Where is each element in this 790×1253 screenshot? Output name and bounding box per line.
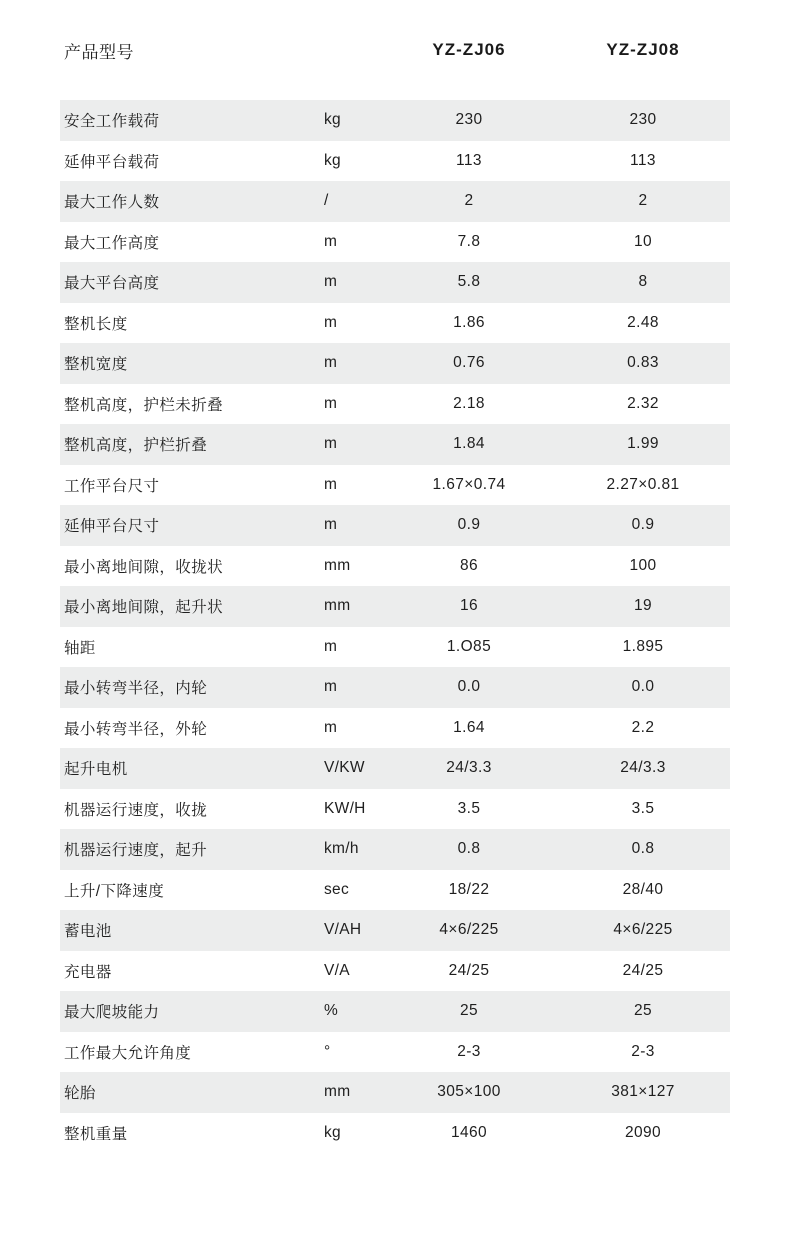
spec-name: 机器运行速度，起升: [60, 829, 310, 870]
spec-value-model-2: 24/25: [556, 951, 730, 992]
spec-value-model-1: 305×100: [382, 1072, 556, 1113]
spec-unit: m: [310, 627, 382, 668]
spec-unit: m: [310, 343, 382, 384]
table-row: [60, 870, 730, 911]
header-model-1: YZ-ZJ06: [382, 0, 556, 100]
spec-value-model-2: 2.27×0.81: [556, 465, 730, 506]
spec-unit: kg: [310, 141, 382, 182]
spec-unit: m: [310, 222, 382, 263]
spec-value-model-2: 2: [556, 181, 730, 222]
spec-unit: kg: [310, 100, 382, 141]
spec-unit: V/AH: [310, 910, 382, 951]
spec-value-model-2: 1.895: [556, 627, 730, 668]
table-row: [60, 1072, 730, 1113]
spec-value-model-2: 25: [556, 991, 730, 1032]
specification-table: [60, 0, 730, 1153]
spec-value-model-1: 1.O85: [382, 627, 556, 668]
spec-unit: mm: [310, 546, 382, 587]
spec-value-model-1: 25: [382, 991, 556, 1032]
spec-value-model-2: 0.0: [556, 667, 730, 708]
table-row: [60, 222, 730, 263]
spec-name: 充电器: [60, 951, 310, 992]
spec-value-model-1: 86: [382, 546, 556, 587]
spec-value-model-1: 18/22: [382, 870, 556, 911]
spec-value-model-1: 5.8: [382, 262, 556, 303]
spec-name: 最大工作人数: [60, 181, 310, 222]
spec-name: 最小离地间隙，起升状: [60, 586, 310, 627]
spec-value-model-1: 1.64: [382, 708, 556, 749]
table-row: [60, 627, 730, 668]
spec-unit: mm: [310, 586, 382, 627]
spec-unit: m: [310, 303, 382, 344]
spec-name: 工作最大允许角度: [60, 1032, 310, 1073]
table-row: [60, 708, 730, 749]
spec-name: 机器运行速度，收拢: [60, 789, 310, 830]
spec-value-model-1: 0.0: [382, 667, 556, 708]
table-row: [60, 748, 730, 789]
spec-unit: m: [310, 667, 382, 708]
spec-unit: /: [310, 181, 382, 222]
spec-name: 最大工作高度: [60, 222, 310, 263]
header-unit: [310, 0, 382, 100]
spec-value-model-1: 3.5: [382, 789, 556, 830]
table-header: [60, 0, 730, 100]
table-row: [60, 829, 730, 870]
table-row: [60, 343, 730, 384]
table-row: [60, 546, 730, 587]
table-row: [60, 424, 730, 465]
spec-unit: m: [310, 465, 382, 506]
spec-value-model-1: 0.76: [382, 343, 556, 384]
spec-value-model-2: 113: [556, 141, 730, 182]
spec-unit: °: [310, 1032, 382, 1073]
header-row: [60, 0, 730, 100]
spec-value-model-1: 4×6/225: [382, 910, 556, 951]
spec-name: 工作平台尺寸: [60, 465, 310, 506]
table-row: [60, 991, 730, 1032]
spec-value-model-2: 2.32: [556, 384, 730, 425]
spec-value-model-2: 2.2: [556, 708, 730, 749]
spec-unit: V/A: [310, 951, 382, 992]
spec-unit: km/h: [310, 829, 382, 870]
spec-value-model-2: 3.5: [556, 789, 730, 830]
table-row: [60, 910, 730, 951]
spec-unit: m: [310, 505, 382, 546]
table-row: [60, 303, 730, 344]
spec-value-model-1: 1.84: [382, 424, 556, 465]
spec-name: 最小转弯半径，内轮: [60, 667, 310, 708]
bottom-spacer: [60, 1153, 730, 1181]
spec-value-model-2: 2.48: [556, 303, 730, 344]
spec-value-model-1: 0.8: [382, 829, 556, 870]
spec-value-model-2: 4×6/225: [556, 910, 730, 951]
table-body: [60, 100, 730, 1153]
spec-value-model-1: 1460: [382, 1113, 556, 1154]
spec-name: 安全工作载荷: [60, 100, 310, 141]
spec-value-model-2: 10: [556, 222, 730, 263]
spec-value-model-1: 1.67×0.74: [382, 465, 556, 506]
spec-name: 上升/下降速度: [60, 870, 310, 911]
spec-value-model-2: 8: [556, 262, 730, 303]
spec-unit: KW/H: [310, 789, 382, 830]
spec-name: 整机长度: [60, 303, 310, 344]
spec-name: 延伸平台尺寸: [60, 505, 310, 546]
table-row: [60, 384, 730, 425]
spec-value-model-2: 0.83: [556, 343, 730, 384]
spec-value-model-2: 100: [556, 546, 730, 587]
spec-unit: sec: [310, 870, 382, 911]
table-row: [60, 505, 730, 546]
spec-name: 最小转弯半径，外轮: [60, 708, 310, 749]
spec-name: 轮胎: [60, 1072, 310, 1113]
table-row: [60, 465, 730, 506]
spec-unit: kg: [310, 1113, 382, 1154]
spec-name: 起升电机: [60, 748, 310, 789]
spec-name: 轴距: [60, 627, 310, 668]
table-row: [60, 1113, 730, 1154]
spec-unit: %: [310, 991, 382, 1032]
spec-value-model-2: 381×127: [556, 1072, 730, 1113]
spec-unit: V/KW: [310, 748, 382, 789]
spec-name: 蓄电池: [60, 910, 310, 951]
table-row: [60, 100, 730, 141]
spec-unit: m: [310, 262, 382, 303]
spec-value-model-1: 16: [382, 586, 556, 627]
table-row: [60, 667, 730, 708]
table-row: [60, 789, 730, 830]
spec-name: 最大爬坡能力: [60, 991, 310, 1032]
table-row: [60, 951, 730, 992]
table-row: [60, 141, 730, 182]
spec-name: 整机宽度: [60, 343, 310, 384]
spec-name: 延伸平台载荷: [60, 141, 310, 182]
spec-value-model-1: 1.86: [382, 303, 556, 344]
spec-value-model-2: 28/40: [556, 870, 730, 911]
spec-value-model-1: 2.18: [382, 384, 556, 425]
spec-value-model-1: 2: [382, 181, 556, 222]
table-row: [60, 1032, 730, 1073]
spec-value-model-1: 24/25: [382, 951, 556, 992]
spec-name: 整机高度，护栏折叠: [60, 424, 310, 465]
table-row: [60, 181, 730, 222]
spec-name: 最小离地间隙，收拢状: [60, 546, 310, 587]
spec-name: 整机重量: [60, 1113, 310, 1154]
spec-value-model-2: 2090: [556, 1113, 730, 1154]
spec-value-model-1: 24/3.3: [382, 748, 556, 789]
spec-value-model-2: 1.99: [556, 424, 730, 465]
header-model-2: YZ-ZJ08: [556, 0, 730, 100]
spec-value-model-2: 24/3.3: [556, 748, 730, 789]
spec-name: 最大平台高度: [60, 262, 310, 303]
spec-value-model-1: 7.8: [382, 222, 556, 263]
spec-value-model-2: 230: [556, 100, 730, 141]
table-row: [60, 586, 730, 627]
header-product-model: 产品型号: [60, 0, 310, 100]
spec-value-model-1: 230: [382, 100, 556, 141]
spec-name: 整机高度，护栏未折叠: [60, 384, 310, 425]
spec-value-model-1: 2-3: [382, 1032, 556, 1073]
spec-value-model-2: 19: [556, 586, 730, 627]
spec-unit: m: [310, 424, 382, 465]
spec-value-model-2: 2-3: [556, 1032, 730, 1073]
spec-value-model-1: 0.9: [382, 505, 556, 546]
spec-unit: m: [310, 708, 382, 749]
spec-value-model-2: 0.8: [556, 829, 730, 870]
spec-value-model-2: 0.9: [556, 505, 730, 546]
spec-unit: mm: [310, 1072, 382, 1113]
spec-value-model-1: 113: [382, 141, 556, 182]
spec-unit: m: [310, 384, 382, 425]
table-row: [60, 262, 730, 303]
